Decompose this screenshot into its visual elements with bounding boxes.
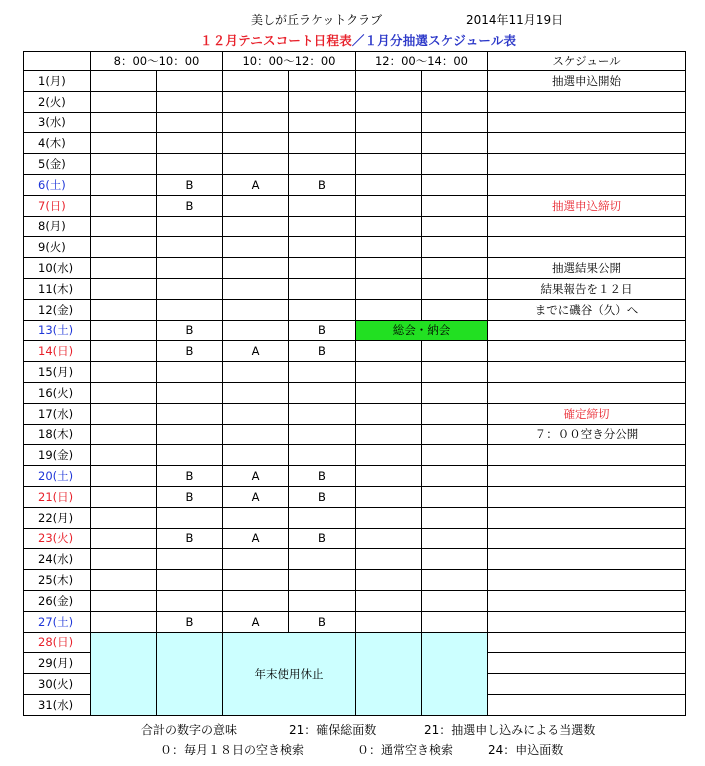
slot-cell (356, 653, 422, 674)
slot-cell (157, 299, 223, 320)
slot-cell: B (289, 341, 356, 362)
slot-cell: B (289, 320, 356, 341)
slot-cell (422, 174, 488, 195)
schedule-cell: ７：００空き分公開 (488, 424, 686, 445)
slot-cell: B (157, 341, 223, 362)
table-row (24, 674, 686, 695)
slot-cell (223, 424, 289, 445)
slot-cell: A (223, 611, 289, 632)
day-label: 21(日) (24, 486, 91, 507)
slot-cell (422, 382, 488, 403)
schedule-cell (488, 674, 686, 695)
slot-cell (157, 278, 223, 299)
slot-cell (223, 590, 289, 611)
schedule-cell (488, 216, 686, 237)
day-label: 14(日) (24, 341, 91, 362)
slot-cell (157, 258, 223, 279)
schedule-cell (488, 133, 686, 154)
day-label: 16(火) (24, 382, 91, 403)
slot-cell (157, 549, 223, 570)
slot-cell (91, 91, 157, 112)
slot-cell (289, 590, 356, 611)
slot-cell (356, 507, 422, 528)
slot-cell (91, 362, 157, 383)
footer-monthly-search: ０：毎月１８日の空き検索 (160, 743, 305, 757)
slot-cell (356, 570, 422, 591)
slot-cell (289, 362, 356, 383)
day-label: 9(火) (24, 237, 91, 258)
header-slot-10-12: 10：00〜12：00 (223, 52, 356, 71)
slot-cell (91, 154, 157, 175)
table-row (24, 195, 686, 216)
slot-cell (223, 403, 289, 424)
table-row (24, 382, 686, 403)
slot-cell (422, 507, 488, 528)
slot-cell (289, 258, 356, 279)
slot-cell (223, 549, 289, 570)
slot-cell (91, 71, 157, 92)
table-row (24, 299, 686, 320)
slot-cell (157, 216, 223, 237)
slot-cell: A (223, 466, 289, 487)
day-label: 8(月) (24, 216, 91, 237)
slot-cell: B (157, 195, 223, 216)
day-label: 3(水) (24, 112, 91, 133)
slot-cell (422, 445, 488, 466)
slot-cell (422, 278, 488, 299)
day-label: 23(火) (24, 528, 91, 549)
schedule-cell (488, 570, 686, 591)
slot-cell (422, 133, 488, 154)
slot-cell (91, 445, 157, 466)
slot-cell (356, 694, 422, 715)
schedule-cell: 結果報告を１２日 (488, 278, 686, 299)
slot-cell (91, 341, 157, 362)
day-label: 31(水) (24, 694, 91, 715)
table-row (24, 570, 686, 591)
slot-cell (223, 694, 356, 715)
schedule-cell (488, 112, 686, 133)
slot-cell (91, 653, 157, 674)
slot-cell (422, 299, 488, 320)
slot-cell (223, 507, 289, 528)
slot-cell (91, 133, 157, 154)
slot-cell (223, 258, 289, 279)
slot-cell (223, 299, 289, 320)
slot-cell (422, 341, 488, 362)
slot-cell (91, 694, 157, 715)
slot-cell: B (289, 466, 356, 487)
slot-cell (422, 91, 488, 112)
slot-cell (157, 445, 223, 466)
day-label: 11(木) (24, 278, 91, 299)
schedule-cell: 抽選申込締切 (488, 195, 686, 216)
schedule-cell (488, 154, 686, 175)
slot-cell (223, 154, 289, 175)
schedule-cell (488, 362, 686, 383)
slot-cell (356, 91, 422, 112)
slot-cell (422, 258, 488, 279)
table-row (24, 237, 686, 258)
slot-cell (91, 403, 157, 424)
slot-cell (91, 549, 157, 570)
table-row (24, 424, 686, 445)
slot-cell (289, 507, 356, 528)
slot-cell (422, 424, 488, 445)
day-label: 12(金) (24, 299, 91, 320)
title-separator: ／ (351, 33, 365, 48)
day-label: 27(土) (24, 611, 91, 632)
table-body (24, 71, 686, 716)
table-row (24, 112, 686, 133)
slot-cell (91, 278, 157, 299)
schedule-cell: までに磯谷（久）へ (488, 299, 686, 320)
slot-cell (356, 674, 422, 695)
slot-cell (157, 590, 223, 611)
slot-cell (91, 486, 157, 507)
slot-cell (422, 216, 488, 237)
slot-cell (223, 133, 289, 154)
slot-cell (91, 570, 157, 591)
slot-cell (422, 466, 488, 487)
slot-cell: B (289, 486, 356, 507)
schedule-cell (488, 528, 686, 549)
slot-cell: A (223, 486, 289, 507)
club-name: 美しが丘ラケットクラブ (251, 13, 383, 27)
slot-cell (422, 403, 488, 424)
slot-cell (422, 112, 488, 133)
slot-cell (157, 694, 223, 715)
slot-cell: B (289, 174, 356, 195)
table-row (24, 71, 686, 92)
schedule-cell (488, 549, 686, 570)
table-row (24, 466, 686, 487)
slot-cell (356, 133, 422, 154)
slot-cell (289, 71, 356, 92)
slot-cell (289, 154, 356, 175)
slot-cell (422, 486, 488, 507)
slot-cell (157, 674, 223, 695)
slot-cell (91, 216, 157, 237)
slot-cell (356, 466, 422, 487)
day-label: 7(日) (24, 195, 91, 216)
slot-cell (356, 528, 422, 549)
slot-cell (356, 174, 422, 195)
schedule-cell: 抽選申込開始 (488, 71, 686, 92)
day-label: 5(金) (24, 154, 91, 175)
day-label: 25(木) (24, 570, 91, 591)
slot-cell (356, 403, 422, 424)
slot-cell (157, 71, 223, 92)
table-row (24, 341, 686, 362)
slot-cell (223, 112, 289, 133)
slot-cell (157, 112, 223, 133)
slot-cell (91, 195, 157, 216)
schedule-cell (488, 507, 686, 528)
table-row (24, 486, 686, 507)
slot-cell (356, 549, 422, 570)
title-january-lottery: １月分抽選スケジュール表 (364, 33, 517, 48)
slot-cell: B (157, 611, 223, 632)
slot-cell (422, 611, 488, 632)
slot-cell (356, 632, 422, 653)
schedule-cell (488, 653, 686, 674)
slot-cell (289, 237, 356, 258)
slot-cell (91, 320, 157, 341)
schedule-cell: 確定締切 (488, 403, 686, 424)
table-row (24, 611, 686, 632)
footer-normal-search: ０：通常空き検索 (357, 743, 454, 757)
slot-cell (91, 112, 157, 133)
schedule-cell (488, 237, 686, 258)
slot-cell (223, 195, 289, 216)
table-row (24, 216, 686, 237)
slot-cell (422, 528, 488, 549)
slot-cell: A (223, 174, 289, 195)
slot-cell (356, 154, 422, 175)
slot-cell (289, 299, 356, 320)
schedule-cell: 抽選結果公開 (488, 258, 686, 279)
day-label: 30(火) (24, 674, 91, 695)
event-cell: 総会・納会 (356, 320, 488, 341)
day-label: 10(水) (24, 258, 91, 279)
slot-cell (157, 570, 223, 591)
slot-cell (356, 237, 422, 258)
slot-cell (422, 154, 488, 175)
schedule-cell (488, 341, 686, 362)
slot-cell (157, 382, 223, 403)
slot-cell (422, 632, 488, 653)
slot-cell (157, 507, 223, 528)
slot-cell (223, 216, 289, 237)
table-row (24, 133, 686, 154)
footer-total-courts: 21：確保総面数 (289, 723, 377, 737)
day-label: 18(木) (24, 424, 91, 445)
schedule-cell (488, 466, 686, 487)
footer-legend-title: 合計の数字の意味 (141, 723, 238, 737)
day-label: 20(土) (24, 466, 91, 487)
slot-cell (91, 674, 157, 695)
slot-cell (356, 299, 422, 320)
slot-cell (289, 133, 356, 154)
slot-cell (223, 445, 289, 466)
slot-cell (289, 403, 356, 424)
slot-cell (91, 632, 157, 653)
slot-cell (356, 71, 422, 92)
schedule-cell (488, 382, 686, 403)
header-schedule: スケジュール (488, 52, 686, 71)
schedule-cell (488, 91, 686, 112)
slot-cell (157, 362, 223, 383)
slot-cell (422, 674, 488, 695)
slot-cell (223, 278, 289, 299)
slot-cell (422, 195, 488, 216)
slot-cell (422, 653, 488, 674)
slot-cell (356, 216, 422, 237)
page-title (200, 31, 516, 49)
slot-cell: B (289, 528, 356, 549)
schedule-cell (488, 611, 686, 632)
day-label: 1(月) (24, 71, 91, 92)
header-day (24, 52, 91, 71)
slot-cell (356, 362, 422, 383)
slot-cell (289, 216, 356, 237)
header-slot-8-10: 8：00〜10：00 (91, 52, 223, 71)
slot-cell (157, 403, 223, 424)
slot-cell (157, 237, 223, 258)
table-row (24, 507, 686, 528)
slot-cell (91, 424, 157, 445)
day-label: 24(水) (24, 549, 91, 570)
slot-cell (91, 611, 157, 632)
table-row (24, 362, 686, 383)
slot-cell (422, 362, 488, 383)
slot-cell (91, 590, 157, 611)
slot-cell (91, 258, 157, 279)
table-row (24, 278, 686, 299)
table-row (24, 549, 686, 570)
day-label: 19(金) (24, 445, 91, 466)
day-label: 15(月) (24, 362, 91, 383)
slot-cell: B (157, 320, 223, 341)
slot-cell (422, 590, 488, 611)
slot-cell (91, 466, 157, 487)
slot-cell (157, 632, 223, 653)
schedule-cell (488, 174, 686, 195)
slot-cell (356, 445, 422, 466)
table-row (24, 91, 686, 112)
title-december-courts: １２月テニスコート日程表 (200, 33, 352, 48)
table-row (24, 258, 686, 279)
slot-cell (223, 382, 289, 403)
slot-cell (157, 91, 223, 112)
slot-cell (422, 694, 488, 715)
slot-cell (356, 382, 422, 403)
slot-cell (356, 278, 422, 299)
table-row (24, 174, 686, 195)
day-label: 4(木) (24, 133, 91, 154)
slot-cell (289, 278, 356, 299)
slot-cell (289, 382, 356, 403)
day-label: 29(月) (24, 653, 91, 674)
slot-cell (223, 632, 356, 653)
slot-cell (356, 611, 422, 632)
slot-cell: B (157, 486, 223, 507)
slot-cell (223, 71, 289, 92)
slot-cell (157, 653, 223, 674)
slot-cell (223, 237, 289, 258)
slot-cell: A (223, 528, 289, 549)
schedule-cell (488, 486, 686, 507)
day-label: 26(金) (24, 590, 91, 611)
day-label: 2(火) (24, 91, 91, 112)
slot-cell (289, 195, 356, 216)
day-label: 22(月) (24, 507, 91, 528)
day-label: 13(土) (24, 320, 91, 341)
table-row (24, 403, 686, 424)
slot-cell (91, 382, 157, 403)
slot-cell (356, 424, 422, 445)
slot-cell (91, 237, 157, 258)
slot-cell (356, 486, 422, 507)
slot-cell (356, 341, 422, 362)
slot-cell (356, 195, 422, 216)
schedule-cell (488, 590, 686, 611)
schedule-cell (488, 445, 686, 466)
slot-cell (223, 320, 289, 341)
slot-cell (422, 570, 488, 591)
slot-cell: B (157, 466, 223, 487)
slot-cell (223, 91, 289, 112)
schedule-cell (488, 320, 686, 341)
table-row (24, 632, 686, 653)
slot-cell (356, 112, 422, 133)
header-row (24, 52, 686, 71)
slot-cell (157, 424, 223, 445)
slot-cell (289, 91, 356, 112)
schedule-cell (488, 632, 686, 653)
slot-cell (289, 570, 356, 591)
slot-cell (223, 570, 289, 591)
slot-cell (91, 507, 157, 528)
slot-cell (289, 549, 356, 570)
header-slot-12-14: 12：00〜14：00 (356, 52, 488, 71)
day-label: 28(日) (24, 632, 91, 653)
slot-cell (289, 424, 356, 445)
slot-cell (91, 299, 157, 320)
slot-cell: B (157, 174, 223, 195)
table-row (24, 154, 686, 175)
document-date: 2014年11月19日 (466, 13, 564, 27)
slot-cell (289, 445, 356, 466)
slot-cell (422, 71, 488, 92)
day-label: 17(水) (24, 403, 91, 424)
slot-cell (157, 133, 223, 154)
slot-cell (223, 362, 289, 383)
table-row (24, 445, 686, 466)
table-row (24, 590, 686, 611)
closed-period-label: 年末使用休止 (254, 666, 324, 681)
day-label: 6(土) (24, 174, 91, 195)
slot-cell (356, 590, 422, 611)
slot-cell: A (223, 341, 289, 362)
table-row (24, 694, 686, 715)
slot-cell: B (157, 528, 223, 549)
slot-cell (422, 237, 488, 258)
slot-cell (289, 112, 356, 133)
schedule-table (23, 51, 686, 716)
slot-cell (356, 258, 422, 279)
table-row (24, 653, 686, 674)
slot-cell (157, 154, 223, 175)
footer-applied-courts: 24：申込面数 (488, 743, 564, 757)
footer-lottery-wins: 21：抽選申し込みによる当選数 (424, 723, 596, 737)
table-row (24, 320, 686, 341)
slot-cell (91, 174, 157, 195)
table-row (24, 528, 686, 549)
slot-cell (91, 528, 157, 549)
slot-cell (422, 549, 488, 570)
schedule-cell (488, 694, 686, 715)
slot-cell: B (289, 611, 356, 632)
